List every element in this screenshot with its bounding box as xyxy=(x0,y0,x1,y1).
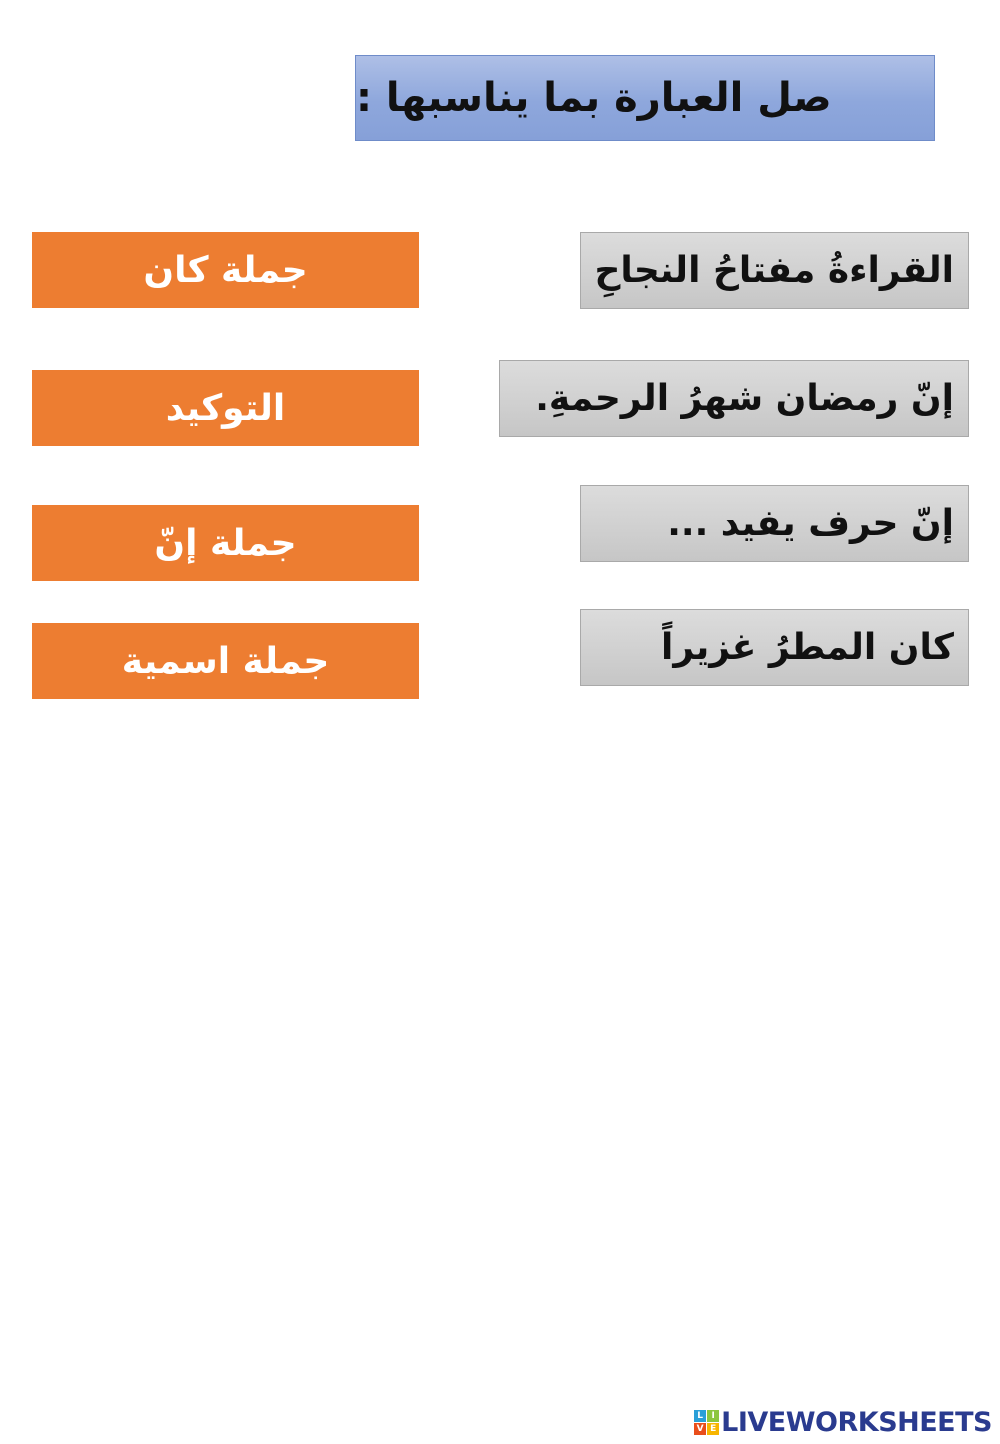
answer-item-3[interactable] xyxy=(32,505,419,581)
sentence-item-1[interactable] xyxy=(580,232,969,309)
logo-mark-letter: E xyxy=(707,1423,719,1435)
instruction-title-box xyxy=(355,55,935,141)
answer-text: جملة كان xyxy=(143,249,308,291)
sentence-item-3[interactable] xyxy=(580,485,969,562)
sentence-text: إنّ حرف يفيد ... xyxy=(667,503,954,544)
answer-item-1[interactable] xyxy=(32,232,419,308)
answer-text: التوكيد xyxy=(165,387,286,429)
answer-text: جملة إنّ xyxy=(154,522,297,564)
sentence-item-2[interactable] xyxy=(499,360,969,437)
sentence-text: كان المطرُ غزيراً xyxy=(661,627,954,668)
logo-mark-letter: V xyxy=(694,1423,706,1435)
logo-mark-letter: I xyxy=(707,1410,719,1422)
sentence-text: القراءةُ مفتاحُ النجاحِ xyxy=(594,250,954,291)
answer-item-2[interactable] xyxy=(32,370,419,446)
logo-text: LIVEWORKSHEETS xyxy=(721,1407,992,1438)
logo-mark-letter: L xyxy=(694,1410,706,1422)
logo-mark-icon xyxy=(694,1410,719,1435)
instruction-title: صل العبارة بما يناسبها : xyxy=(356,75,832,121)
sentence-item-4[interactable] xyxy=(580,609,969,686)
sentence-text: إنّ رمضان شهرُ الرحمةِ. xyxy=(535,378,954,419)
liveworksheets-logo xyxy=(694,1407,992,1438)
answer-text: جملة اسمية xyxy=(121,640,330,682)
answer-item-4[interactable] xyxy=(32,623,419,699)
